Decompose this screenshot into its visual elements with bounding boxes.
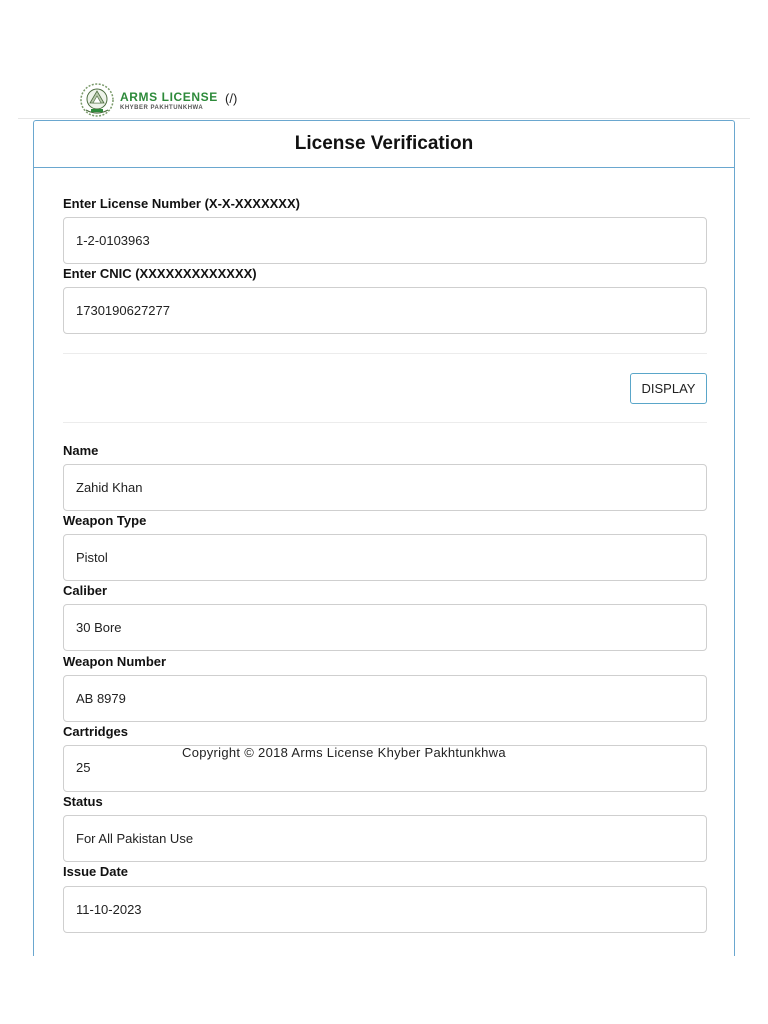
status-label: Status (63, 794, 103, 809)
cnic-label: Enter CNIC (XXXXXXXXXXXXX) (63, 266, 257, 281)
verification-card (33, 120, 735, 956)
kp-emblem-icon (79, 82, 115, 118)
card-title: License Verification (294, 133, 474, 154)
logo-subtitle: KHYBER PAKHTUNKHWA (120, 105, 204, 111)
header (0, 0, 768, 118)
cartridges-label: Cartridges (63, 724, 129, 739)
weapon-number-field[interactable]: AB 8979 (63, 675, 707, 722)
weapon-type-label: Weapon Type (63, 513, 147, 528)
card-header (34, 121, 734, 168)
caliber-field[interactable]: 30 Bore (63, 604, 707, 651)
weapon-type-field[interactable]: Pistol (63, 534, 707, 581)
site-logo[interactable] (79, 82, 219, 118)
header-divider (18, 118, 750, 119)
home-link[interactable]: (/) (225, 91, 238, 106)
license-number-input[interactable]: 1-2-0103963 (63, 217, 707, 264)
weapon-number-label: Weapon Number (63, 654, 167, 669)
caliber-label: Caliber (63, 583, 108, 598)
display-button[interactable]: DISPLAY (630, 373, 707, 404)
logo-title: ARMS LICENSE (120, 90, 218, 104)
status-field[interactable]: For All Pakistan Use (63, 815, 707, 862)
cnic-input[interactable]: 1730190627277 (63, 287, 707, 334)
name-field[interactable]: Zahid Khan (63, 464, 707, 511)
form-divider-top (63, 353, 707, 354)
copyright-text: Copyright © 2018 Arms License Khyber Pakhtunkhwa (182, 745, 506, 760)
cartridges-field[interactable]: 25 (63, 745, 707, 792)
form-divider-bottom (63, 422, 707, 423)
name-label: Name (63, 443, 99, 458)
license-number-label: Enter License Number (X-X-XXXXXXX) (63, 196, 300, 211)
issue-date-label: Issue Date (63, 864, 129, 879)
issue-date-field[interactable]: 11-10-2023 (63, 886, 707, 933)
